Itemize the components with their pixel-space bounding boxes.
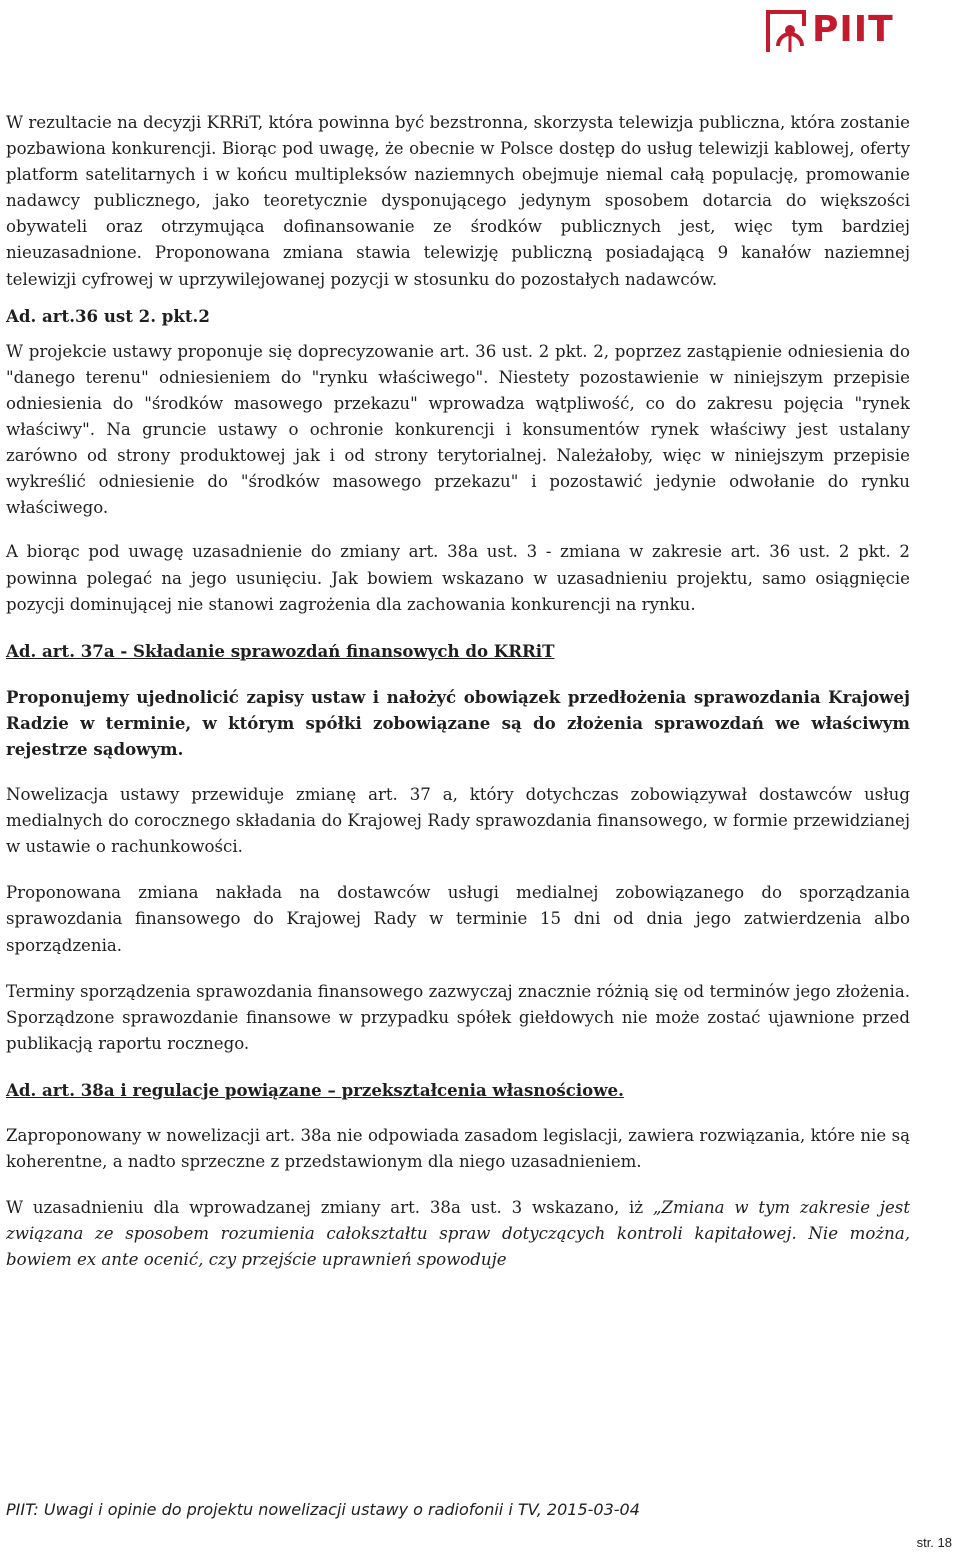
- paragraph-quote: „Zmiana w tym zakresie jest związana ze sposobem rozumienia całokształtu spraw dotyczących kontroli kapitałowej. Nie można, bowiem ex ante ocenić, czy przejście uprawnień spowoduje: [6, 1198, 910, 1270]
- section-heading: Ad. art. 37a - Składanie sprawozdań finansowych do KRRiT: [6, 640, 555, 661]
- paragraph: Zaproponowany w nowelizacji art. 38a nie odpowiada zasadom legislacji, zawiera rozwiązania, które nie są koherentne, a nadto sprzeczne z przedstawionym dla niego uzasadnieniem.: [6, 1126, 910, 1172]
- piit-logo: [764, 4, 914, 56]
- paragraph: W projekcie ustawy proponuje się doprecyzowanie art. 36 ust. 2 pkt. 2, poprzez zastąpienie odniesienia do "danego terenu" odniesieniem do "rynku właściwego". Niestety pozostawienie w niniejszym przepisie odniesienia do "środków masowego przekazu" wprowadza wątpliwość, co do zakresu pojęcia "rynek właściwy". Na gruncie ustawy o ochronie konkurencji i konsumentów rynek właściwy jest ustalany zarówno od strony produktowej jak i od strony terytorialnej. Należałoby, więc w niniejszym przepisie wykreślić odniesienie do "środków masowego przekazu" i pozostawić jedynie odwołanie do rynku właściwego.: [6, 341, 910, 518]
- paragraph-lead: W uzasadnieniu dla wprowadzanej zmiany art. 38a ust. 3 wskazano, iż: [6, 1198, 653, 1218]
- section-heading: Ad. art. 38a i regulacje powiązane – przekształcenia własnościowe.: [6, 1079, 624, 1100]
- page-number: str. 18: [916, 1535, 952, 1550]
- paragraph: Proponujemy ujednolicić zapisy ustaw i nałożyć obowiązek przedłożenia sprawozdania Krajowej Radzie w terminie, w którym spółki zobowiązane są do złożenia sprawozdań we właściwym rejestrze sądowym.: [6, 686, 910, 759]
- paragraph: Proponowana zmiana nakłada na dostawców usługi medialnej zobowiązanego do sporządzania sprawozdania finansowego do Krajowej Rady w terminie 15 dni od dnia jego zatwierdzenia albo sporządzenia.: [6, 883, 910, 955]
- piit-emblem-icon: [764, 6, 808, 54]
- paragraph: [6, 1195, 910, 1273]
- page-footer: PIIT: Uwagi i opinie do projektu nowelizacji ustawy o radiofonii i TV, 2015-03-04: [6, 1500, 640, 1519]
- paragraph: Terminy sporządzenia sprawozdania finansowego zazwyczaj znacznie różnią się od terminów jego złożenia. Sporządzone sprawozdanie finansowe w przypadku spółek giełdowych nie może zostać ujawnione przed publikacją raportu rocznego.: [6, 981, 910, 1053]
- paragraph: A biorąc pod uwagę uzasadnienie do zmiany art. 38a ust. 3 - zmiana w zakresie art. 36 ust. 2 pkt. 2 powinna polegać na jego usunięciu. Jak bowiem wskazano w uzasadnieniu projektu, samo osiągnięcie pozycji dominującej nie stanowi zagrożenia dla zachowania konkurencji na rynku.: [6, 542, 910, 614]
- paragraph: Nowelizacja ustawy przewiduje zmianę art. 37 a, który dotychczas zobowiązywał dostawców usług medialnych do corocznego składania do Krajowej Rady sprawozdania finansowego, w formie przewidzianej w ustawie o rachunkowości.: [6, 785, 910, 857]
- paragraph: W rezultacie na decyzji KRRiT, która powinna być bezstronna, skorzysta telewizja publiczna, która zostanie pozbawiona konkurencji. Biorąc pod uwagę, że obecnie w Polsce dostęp do usług telewizji kablowej, oferty platform satelitarnych i w końcu multipleksów naziemnych obejmuje niemal całą populację, promowanie nadawcy publicznego, jako teoretycznie dysponującego jedynym sposobem dotarcia do większości obywateli oraz otrzymująca dofinansowanie ze środków publicznych jest, więc tym bardziej nieuzasadnione. Proponowana zmiana stawia telewizję publiczną posiadającą 9 kanałów naziemnej telewizji cyfrowej w uprzywilejowanej pozycji w stosunku do pozostałych nadawców.: [6, 113, 910, 289]
- document-body: [6, 110, 910, 1273]
- section-heading: Ad. art.36 ust 2. pkt.2: [6, 305, 210, 326]
- logo-text: PIIT: [812, 9, 894, 50]
